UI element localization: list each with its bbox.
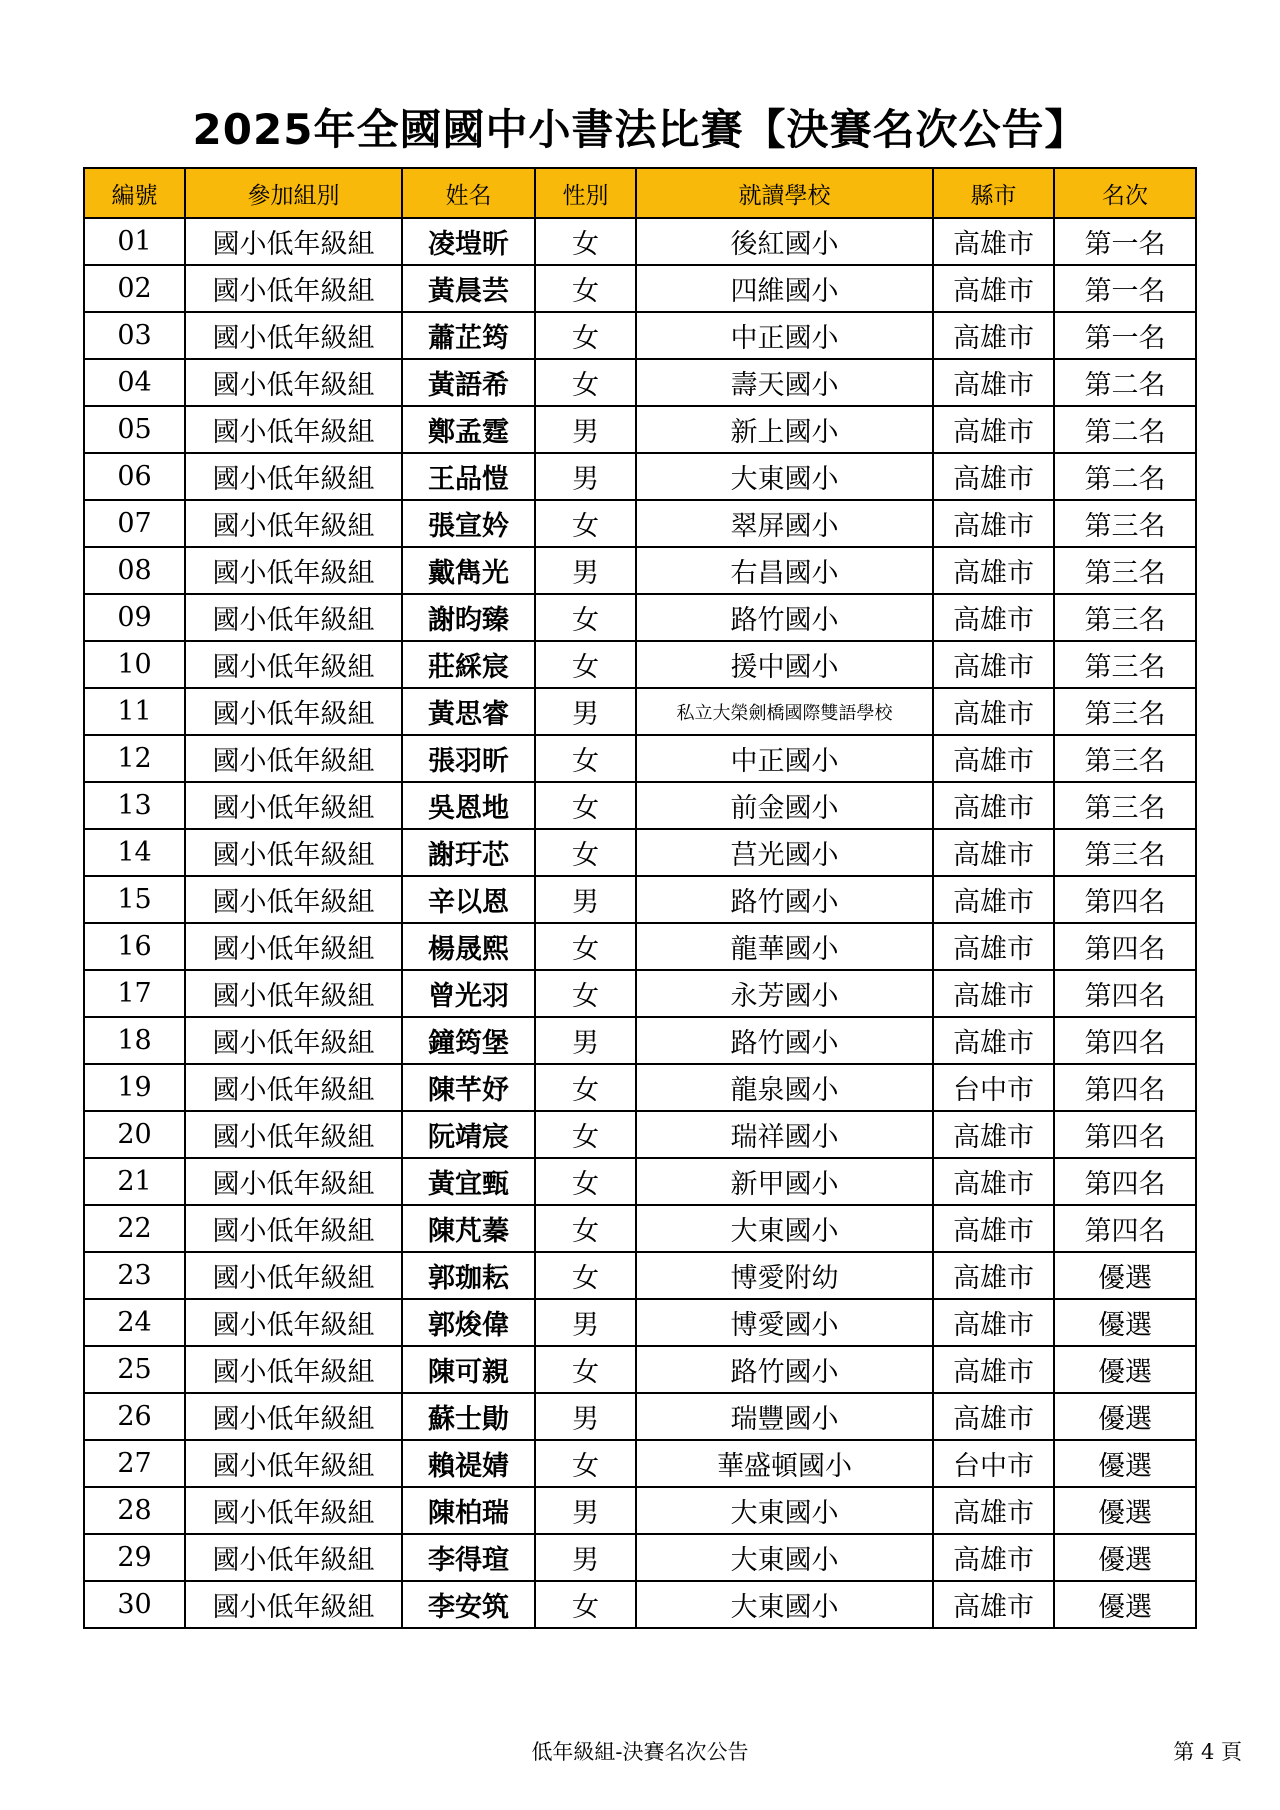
cell-name: 張羽昕 bbox=[402, 735, 535, 782]
cell-school: 大東國小 bbox=[636, 1581, 933, 1628]
cell-id: 04 bbox=[84, 359, 185, 406]
cell-gender: 女 bbox=[535, 1252, 636, 1299]
cell-gender: 女 bbox=[535, 1064, 636, 1111]
cell-gender: 男 bbox=[535, 876, 636, 923]
cell-school: 博愛附幼 bbox=[636, 1252, 933, 1299]
cell-name: 陳可親 bbox=[402, 1346, 535, 1393]
cell-name: 謝昀臻 bbox=[402, 594, 535, 641]
table-row bbox=[84, 1534, 1196, 1581]
cell-city: 高雄市 bbox=[933, 829, 1054, 876]
cell-rank: 第四名 bbox=[1054, 970, 1196, 1017]
cell-city: 高雄市 bbox=[933, 1346, 1054, 1393]
cell-group: 國小低年級組 bbox=[185, 1393, 402, 1440]
cell-rank: 優選 bbox=[1054, 1393, 1196, 1440]
cell-rank: 第三名 bbox=[1054, 688, 1196, 735]
cell-city: 高雄市 bbox=[933, 876, 1054, 923]
cell-group: 國小低年級組 bbox=[185, 735, 402, 782]
cell-rank: 第一名 bbox=[1054, 312, 1196, 359]
cell-gender: 女 bbox=[535, 782, 636, 829]
cell-gender: 男 bbox=[535, 1393, 636, 1440]
cell-id: 24 bbox=[84, 1299, 185, 1346]
cell-id: 25 bbox=[84, 1346, 185, 1393]
cell-name: 辛以恩 bbox=[402, 876, 535, 923]
cell-rank: 第四名 bbox=[1054, 876, 1196, 923]
cell-school: 華盛頓國小 bbox=[636, 1440, 933, 1487]
cell-rank: 第一名 bbox=[1054, 218, 1196, 265]
cell-rank: 優選 bbox=[1054, 1581, 1196, 1628]
cell-school: 大東國小 bbox=[636, 1205, 933, 1252]
table-row bbox=[84, 1111, 1196, 1158]
cell-name: 楊晟熙 bbox=[402, 923, 535, 970]
cell-city: 高雄市 bbox=[933, 547, 1054, 594]
cell-city: 高雄市 bbox=[933, 1299, 1054, 1346]
cell-name: 黃語希 bbox=[402, 359, 535, 406]
header-name: 姓名 bbox=[402, 168, 535, 218]
cell-group: 國小低年級組 bbox=[185, 829, 402, 876]
table-row bbox=[84, 1299, 1196, 1346]
cell-gender: 女 bbox=[535, 218, 636, 265]
cell-school: 援中國小 bbox=[636, 641, 933, 688]
cell-school: 路竹國小 bbox=[636, 1346, 933, 1393]
cell-id: 07 bbox=[84, 500, 185, 547]
cell-city: 高雄市 bbox=[933, 359, 1054, 406]
cell-name: 鄭孟霆 bbox=[402, 406, 535, 453]
cell-school: 右昌國小 bbox=[636, 547, 933, 594]
cell-school: 瑞祥國小 bbox=[636, 1111, 933, 1158]
table-row bbox=[84, 1205, 1196, 1252]
cell-rank: 第四名 bbox=[1054, 1017, 1196, 1064]
cell-name: 陳芃蓁 bbox=[402, 1205, 535, 1252]
cell-school: 新上國小 bbox=[636, 406, 933, 453]
table-row bbox=[84, 970, 1196, 1017]
cell-rank: 優選 bbox=[1054, 1346, 1196, 1393]
cell-group: 國小低年級組 bbox=[185, 876, 402, 923]
cell-city: 高雄市 bbox=[933, 1017, 1054, 1064]
cell-name: 李得瑄 bbox=[402, 1534, 535, 1581]
cell-group: 國小低年級組 bbox=[185, 1158, 402, 1205]
cell-school: 中正國小 bbox=[636, 312, 933, 359]
cell-id: 30 bbox=[84, 1581, 185, 1628]
cell-rank: 第一名 bbox=[1054, 265, 1196, 312]
cell-name: 阮靖宸 bbox=[402, 1111, 535, 1158]
cell-group: 國小低年級組 bbox=[185, 500, 402, 547]
cell-gender: 女 bbox=[535, 735, 636, 782]
cell-rank: 第三名 bbox=[1054, 547, 1196, 594]
cell-group: 國小低年級組 bbox=[185, 359, 402, 406]
cell-gender: 女 bbox=[535, 1346, 636, 1393]
cell-group: 國小低年級組 bbox=[185, 1534, 402, 1581]
cell-name: 曾光羽 bbox=[402, 970, 535, 1017]
cell-school: 博愛國小 bbox=[636, 1299, 933, 1346]
cell-id: 06 bbox=[84, 453, 185, 500]
cell-school: 中正國小 bbox=[636, 735, 933, 782]
cell-city: 高雄市 bbox=[933, 688, 1054, 735]
table-row bbox=[84, 312, 1196, 359]
table-row bbox=[84, 218, 1196, 265]
cell-name: 戴雋光 bbox=[402, 547, 535, 594]
table-row bbox=[84, 453, 1196, 500]
cell-name: 莊綵宸 bbox=[402, 641, 535, 688]
cell-name: 陳芊妤 bbox=[402, 1064, 535, 1111]
cell-school: 龍華國小 bbox=[636, 923, 933, 970]
table-row bbox=[84, 829, 1196, 876]
cell-school: 翠屏國小 bbox=[636, 500, 933, 547]
table-row bbox=[84, 1064, 1196, 1111]
cell-id: 19 bbox=[84, 1064, 185, 1111]
cell-city: 高雄市 bbox=[933, 406, 1054, 453]
table-row bbox=[84, 594, 1196, 641]
cell-id: 15 bbox=[84, 876, 185, 923]
cell-gender: 男 bbox=[535, 1534, 636, 1581]
cell-school: 路竹國小 bbox=[636, 1017, 933, 1064]
cell-id: 26 bbox=[84, 1393, 185, 1440]
cell-group: 國小低年級組 bbox=[185, 1111, 402, 1158]
cell-city: 高雄市 bbox=[933, 923, 1054, 970]
cell-rank: 第三名 bbox=[1054, 735, 1196, 782]
cell-id: 27 bbox=[84, 1440, 185, 1487]
cell-id: 09 bbox=[84, 594, 185, 641]
cell-group: 國小低年級組 bbox=[185, 265, 402, 312]
cell-school: 莒光國小 bbox=[636, 829, 933, 876]
cell-rank: 第三名 bbox=[1054, 641, 1196, 688]
cell-group: 國小低年級組 bbox=[185, 641, 402, 688]
cell-id: 16 bbox=[84, 923, 185, 970]
cell-id: 11 bbox=[84, 688, 185, 735]
cell-school: 後紅國小 bbox=[636, 218, 933, 265]
cell-group: 國小低年級組 bbox=[185, 594, 402, 641]
cell-id: 01 bbox=[84, 218, 185, 265]
cell-name: 謝玗芯 bbox=[402, 829, 535, 876]
cell-school: 大東國小 bbox=[636, 1487, 933, 1534]
cell-city: 高雄市 bbox=[933, 782, 1054, 829]
cell-id: 29 bbox=[84, 1534, 185, 1581]
cell-group: 國小低年級組 bbox=[185, 1581, 402, 1628]
cell-gender: 女 bbox=[535, 1581, 636, 1628]
cell-city: 高雄市 bbox=[933, 265, 1054, 312]
cell-school: 路竹國小 bbox=[636, 594, 933, 641]
cell-school: 永芳國小 bbox=[636, 970, 933, 1017]
cell-id: 28 bbox=[84, 1487, 185, 1534]
cell-city: 高雄市 bbox=[933, 500, 1054, 547]
cell-city: 高雄市 bbox=[933, 1205, 1054, 1252]
cell-name: 吳恩地 bbox=[402, 782, 535, 829]
cell-group: 國小低年級組 bbox=[185, 1487, 402, 1534]
table-row bbox=[84, 1017, 1196, 1064]
cell-school: 龍泉國小 bbox=[636, 1064, 933, 1111]
cell-rank: 第三名 bbox=[1054, 594, 1196, 641]
cell-name: 凌塏昕 bbox=[402, 218, 535, 265]
header-gender: 性別 bbox=[535, 168, 636, 218]
cell-city: 高雄市 bbox=[933, 1534, 1054, 1581]
cell-gender: 女 bbox=[535, 829, 636, 876]
cell-city: 高雄市 bbox=[933, 970, 1054, 1017]
cell-name: 黃宜甄 bbox=[402, 1158, 535, 1205]
cell-city: 高雄市 bbox=[933, 641, 1054, 688]
footer-caption: 低年級組-決賽名次公告 bbox=[531, 1740, 749, 1764]
cell-school: 壽天國小 bbox=[636, 359, 933, 406]
cell-rank: 優選 bbox=[1054, 1299, 1196, 1346]
cell-gender: 女 bbox=[535, 1440, 636, 1487]
cell-name: 李安筑 bbox=[402, 1581, 535, 1628]
cell-gender: 男 bbox=[535, 688, 636, 735]
cell-rank: 第二名 bbox=[1054, 453, 1196, 500]
cell-city: 高雄市 bbox=[933, 1393, 1054, 1440]
cell-gender: 女 bbox=[535, 265, 636, 312]
table-row bbox=[84, 1346, 1196, 1393]
cell-rank: 第四名 bbox=[1054, 1158, 1196, 1205]
cell-rank: 第三名 bbox=[1054, 500, 1196, 547]
cell-rank: 第四名 bbox=[1054, 1111, 1196, 1158]
cell-city: 高雄市 bbox=[933, 1111, 1054, 1158]
cell-name: 張宣妗 bbox=[402, 500, 535, 547]
header-row bbox=[84, 168, 1196, 218]
cell-gender: 女 bbox=[535, 1205, 636, 1252]
table-row bbox=[84, 265, 1196, 312]
cell-group: 國小低年級組 bbox=[185, 1252, 402, 1299]
cell-city: 高雄市 bbox=[933, 1252, 1054, 1299]
table-row bbox=[84, 688, 1196, 735]
table-row bbox=[84, 406, 1196, 453]
header-group: 參加組別 bbox=[185, 168, 402, 218]
cell-gender: 女 bbox=[535, 970, 636, 1017]
table-row bbox=[84, 1440, 1196, 1487]
cell-city: 高雄市 bbox=[933, 312, 1054, 359]
cell-id: 21 bbox=[84, 1158, 185, 1205]
cell-city: 高雄市 bbox=[933, 1581, 1054, 1628]
cell-gender: 女 bbox=[535, 1111, 636, 1158]
cell-name: 蘇士勛 bbox=[402, 1393, 535, 1440]
cell-rank: 優選 bbox=[1054, 1440, 1196, 1487]
cell-gender: 男 bbox=[535, 453, 636, 500]
cell-name: 賴禔婧 bbox=[402, 1440, 535, 1487]
cell-gender: 男 bbox=[535, 1299, 636, 1346]
cell-school: 大東國小 bbox=[636, 1534, 933, 1581]
cell-rank: 優選 bbox=[1054, 1534, 1196, 1581]
cell-gender: 男 bbox=[535, 1487, 636, 1534]
table-row bbox=[84, 1393, 1196, 1440]
table-row bbox=[84, 1158, 1196, 1205]
cell-name: 蕭芷筠 bbox=[402, 312, 535, 359]
cell-name: 王品愷 bbox=[402, 453, 535, 500]
cell-gender: 女 bbox=[535, 923, 636, 970]
table-row bbox=[84, 782, 1196, 829]
table-row bbox=[84, 1581, 1196, 1628]
cell-city: 台中市 bbox=[933, 1064, 1054, 1111]
cell-city: 台中市 bbox=[933, 1440, 1054, 1487]
header-school: 就讀學校 bbox=[636, 168, 933, 218]
cell-city: 高雄市 bbox=[933, 218, 1054, 265]
cell-gender: 女 bbox=[535, 359, 636, 406]
cell-gender: 男 bbox=[535, 1017, 636, 1064]
cell-rank: 優選 bbox=[1054, 1252, 1196, 1299]
cell-school: 四維國小 bbox=[636, 265, 933, 312]
table-row bbox=[84, 1252, 1196, 1299]
table-row bbox=[84, 876, 1196, 923]
cell-id: 18 bbox=[84, 1017, 185, 1064]
cell-school: 私立大榮劍橋國際雙語學校 bbox=[636, 688, 933, 735]
cell-id: 13 bbox=[84, 782, 185, 829]
cell-gender: 女 bbox=[535, 1158, 636, 1205]
cell-group: 國小低年級組 bbox=[185, 312, 402, 359]
cell-gender: 女 bbox=[535, 594, 636, 641]
results-table bbox=[83, 167, 1197, 1629]
cell-id: 03 bbox=[84, 312, 185, 359]
cell-id: 05 bbox=[84, 406, 185, 453]
cell-name: 陳柏瑞 bbox=[402, 1487, 535, 1534]
page-title: 2025年全國國中小書法比賽【決賽名次公告】 bbox=[192, 105, 1088, 154]
cell-group: 國小低年級組 bbox=[185, 1017, 402, 1064]
cell-rank: 第三名 bbox=[1054, 782, 1196, 829]
table-row bbox=[84, 547, 1196, 594]
header-rank: 名次 bbox=[1054, 168, 1196, 218]
cell-id: 10 bbox=[84, 641, 185, 688]
cell-group: 國小低年級組 bbox=[185, 688, 402, 735]
page-number: 第 4 頁 bbox=[1173, 1740, 1242, 1764]
cell-school: 前金國小 bbox=[636, 782, 933, 829]
table-row bbox=[84, 359, 1196, 406]
cell-rank: 第四名 bbox=[1054, 1064, 1196, 1111]
cell-rank: 第四名 bbox=[1054, 1205, 1196, 1252]
cell-school: 新甲國小 bbox=[636, 1158, 933, 1205]
cell-name: 黃思睿 bbox=[402, 688, 535, 735]
cell-gender: 女 bbox=[535, 641, 636, 688]
cell-rank: 第二名 bbox=[1054, 406, 1196, 453]
cell-group: 國小低年級組 bbox=[185, 1064, 402, 1111]
cell-name: 黃晨芸 bbox=[402, 265, 535, 312]
cell-id: 23 bbox=[84, 1252, 185, 1299]
cell-name: 郭焌偉 bbox=[402, 1299, 535, 1346]
cell-rank: 優選 bbox=[1054, 1487, 1196, 1534]
cell-id: 17 bbox=[84, 970, 185, 1017]
table-row bbox=[84, 735, 1196, 782]
table-row bbox=[84, 500, 1196, 547]
header-id: 編號 bbox=[84, 168, 185, 218]
cell-gender: 女 bbox=[535, 500, 636, 547]
cell-group: 國小低年級組 bbox=[185, 1299, 402, 1346]
cell-school: 瑞豐國小 bbox=[636, 1393, 933, 1440]
cell-city: 高雄市 bbox=[933, 453, 1054, 500]
cell-city: 高雄市 bbox=[933, 735, 1054, 782]
table-row bbox=[84, 1487, 1196, 1534]
cell-school: 大東國小 bbox=[636, 453, 933, 500]
cell-group: 國小低年級組 bbox=[185, 1440, 402, 1487]
cell-id: 20 bbox=[84, 1111, 185, 1158]
cell-group: 國小低年級組 bbox=[185, 970, 402, 1017]
cell-group: 國小低年級組 bbox=[185, 547, 402, 594]
cell-city: 高雄市 bbox=[933, 1158, 1054, 1205]
cell-group: 國小低年級組 bbox=[185, 923, 402, 970]
table-row bbox=[84, 923, 1196, 970]
header-city: 縣市 bbox=[933, 168, 1054, 218]
cell-name: 郭珈耘 bbox=[402, 1252, 535, 1299]
cell-group: 國小低年級組 bbox=[185, 218, 402, 265]
cell-name: 鐘筠堡 bbox=[402, 1017, 535, 1064]
cell-rank: 第三名 bbox=[1054, 829, 1196, 876]
cell-id: 02 bbox=[84, 265, 185, 312]
table-row bbox=[84, 641, 1196, 688]
cell-gender: 女 bbox=[535, 312, 636, 359]
cell-group: 國小低年級組 bbox=[185, 782, 402, 829]
cell-id: 14 bbox=[84, 829, 185, 876]
cell-group: 國小低年級組 bbox=[185, 453, 402, 500]
cell-rank: 第四名 bbox=[1054, 923, 1196, 970]
cell-group: 國小低年級組 bbox=[185, 406, 402, 453]
cell-city: 高雄市 bbox=[933, 594, 1054, 641]
cell-group: 國小低年級組 bbox=[185, 1205, 402, 1252]
cell-gender: 男 bbox=[535, 406, 636, 453]
cell-id: 12 bbox=[84, 735, 185, 782]
cell-city: 高雄市 bbox=[933, 1487, 1054, 1534]
cell-gender: 男 bbox=[535, 547, 636, 594]
cell-school: 路竹國小 bbox=[636, 876, 933, 923]
cell-group: 國小低年級組 bbox=[185, 1346, 402, 1393]
cell-id: 22 bbox=[84, 1205, 185, 1252]
cell-id: 08 bbox=[84, 547, 185, 594]
cell-rank: 第二名 bbox=[1054, 359, 1196, 406]
